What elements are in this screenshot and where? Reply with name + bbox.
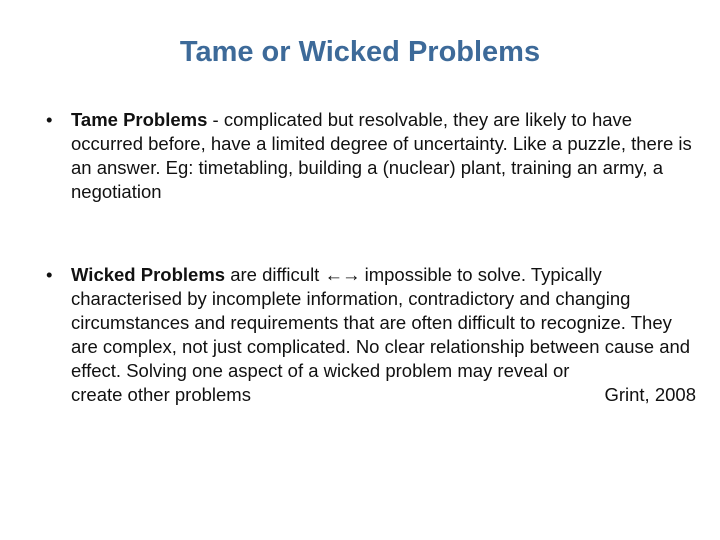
wicked-description-end: create other problems	[71, 384, 251, 405]
tame-description: - complicated but resolvable, they are likely to have occurred before, have a limited degree of uncertainty. Like a puzzle, there is an answer. Eg: timetabling, building a (nuclear) plant, training an army, a negotiation	[71, 109, 692, 202]
bullet-wicked-problems	[46, 263, 696, 407]
bullet-dot: •	[46, 109, 53, 130]
bullet-tame-problems	[46, 108, 696, 204]
citation: Grint, 2008	[604, 384, 696, 405]
bullet-dot: •	[46, 264, 53, 285]
bullet-text	[71, 108, 696, 204]
citation-line	[71, 383, 696, 407]
term-tame-problems: Tame Problems	[71, 109, 208, 130]
bullet-text	[71, 263, 696, 407]
slide-title: Tame or Wicked Problems	[179, 36, 541, 68]
term-wicked-problems: Wicked Problems	[71, 264, 226, 285]
wicked-description: impossible to solve. Typically characterised by incomplete information, contradictory and changing circumstances and requirements that are often difficult to recognize. They are complex, not just complicated. No clear relationship between cause and effect. Solving one aspect of a wicked problem may reveal or	[71, 264, 691, 381]
double-arrow-icon: ←→	[324, 264, 360, 285]
wicked-description-start: are difficult	[225, 264, 325, 285]
